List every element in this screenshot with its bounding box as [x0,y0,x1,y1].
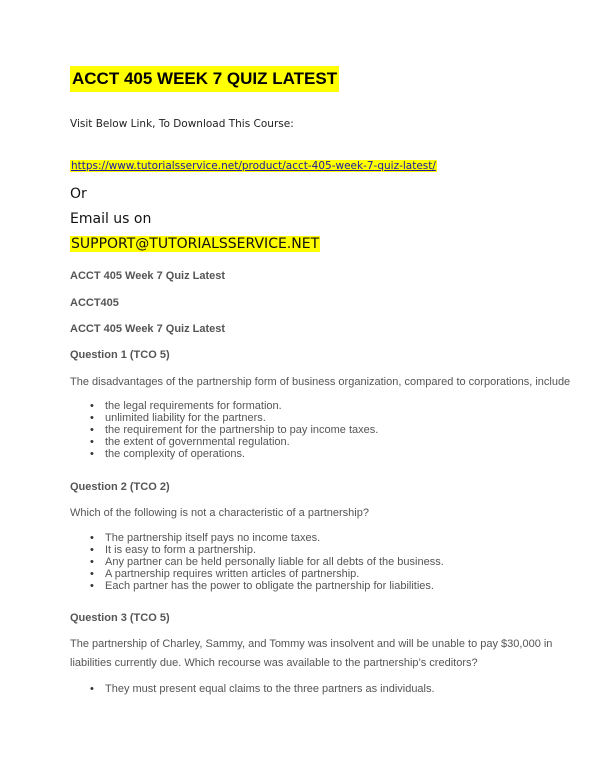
question-prompt-line: The partnership of Charley, Sammy, and Tommy was insolvent and will be unable to pay $30,000 in [70,638,553,650]
question-prompt: Which of the following is not a characteristic of a partnership? [70,507,369,519]
course-header: ACCT 405 Week 7 Quiz Latest [70,270,226,282]
answer-option: • the requirement for the partnership to pay income taxes. [70,424,378,436]
answer-list [70,532,444,592]
answer-option: • unlimited liability for the partners. [70,412,378,424]
answer-option: • A partnership requires written articles of partnership. [70,568,444,580]
question-prompt: The disadvantages of the partnership form of business organization, compared to corporations, include [70,376,571,388]
document-title: ACCT 405 WEEK 7 QUIZ LATEST [70,66,339,92]
answer-option: • The partnership itself pays no income taxes. [70,532,444,544]
answer-option: • They must present equal claims to the three partners as individuals. [70,683,435,695]
question-heading: Question 2 (TCO 2) [70,481,170,493]
course-code: ACCT405 [70,297,119,309]
answer-option: • the extent of governmental regulation. [70,436,378,448]
answer-option: • the legal requirements for formation. [70,400,378,412]
course-link[interactable]: https://www.tutorialsservice.net/product/acct-405-week-7-quiz-latest/ [71,160,436,172]
intro-text: Visit Below Link, To Download This Course: [70,118,294,130]
answer-list [70,400,378,460]
course-header-repeat: ACCT 405 Week 7 Quiz Latest [70,323,226,335]
or-text: Or [70,186,87,202]
answer-list [70,683,435,695]
answer-option: • Any partner can be held personally liable for all debts of the business. [70,556,444,568]
question-prompt-line: liabilities currently due. Which recourse was available to the partnership’s creditors? [70,657,478,669]
support-email[interactable]: SUPPORT@TUTORIALSSERVICE.NET [71,236,320,252]
answer-option: • It is easy to form a partnership. [70,544,444,556]
email-label: Email us on [70,211,152,227]
question-heading: Question 1 (TCO 5) [70,349,170,361]
answer-option: • the complexity of operations. [70,448,378,460]
question-heading: Question 3 (TCO 5) [70,612,170,624]
answer-option: • Each partner has the power to obligate the partnership for liabilities. [70,580,444,592]
